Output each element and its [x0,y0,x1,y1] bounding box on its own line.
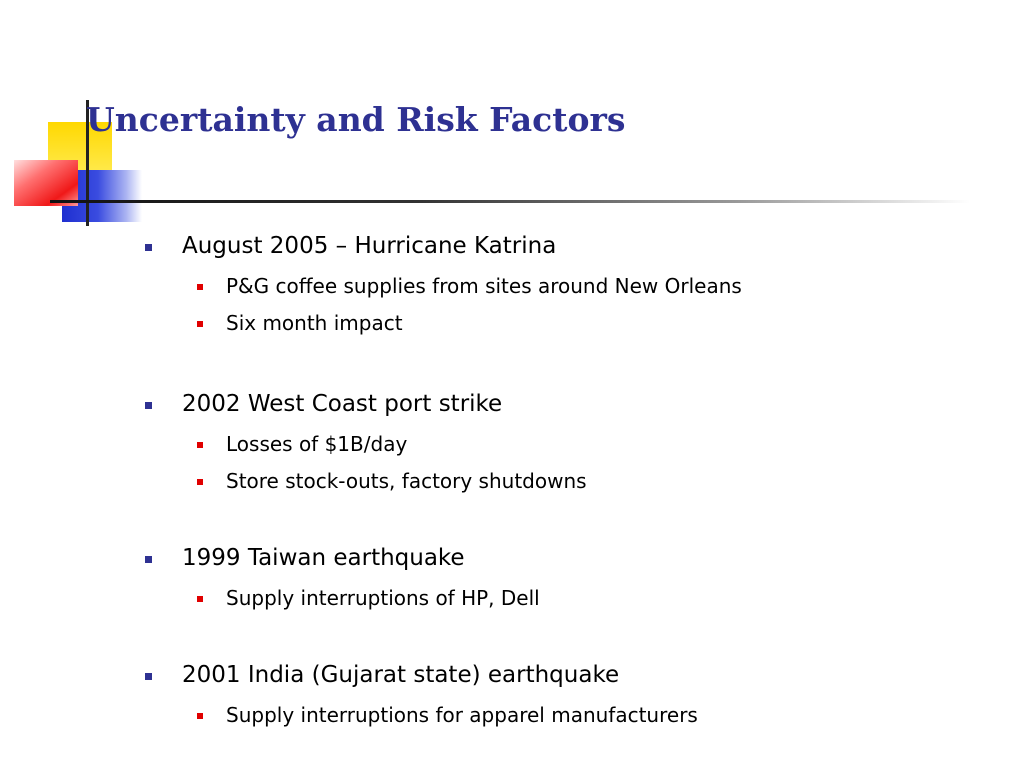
bullet-item: 2002 West Coast port strike [182,391,503,417]
bullet-item: August 2005 – Hurricane Katrina [182,233,557,259]
bullet-item: 1999 Taiwan earthquake [182,545,465,571]
bullet-item: 2001 India (Gujarat state) earthquake [182,662,620,688]
sub-bullet-item: P&G coffee supplies from sites around New Orleans [226,274,742,298]
sub-bullet-item: Supply interruptions of HP, Dell [226,586,540,610]
sub-bullet-item: Store stock-outs, factory shutdowns [226,469,587,493]
sub-bullet-item: Supply interruptions for apparel manufacturers [226,703,698,727]
sub-bullet-item: Losses of $1B/day [226,432,408,456]
sub-bullet-item: Six month impact [226,311,403,335]
slide-title: Uncertainty and Risk Factors [86,100,626,139]
